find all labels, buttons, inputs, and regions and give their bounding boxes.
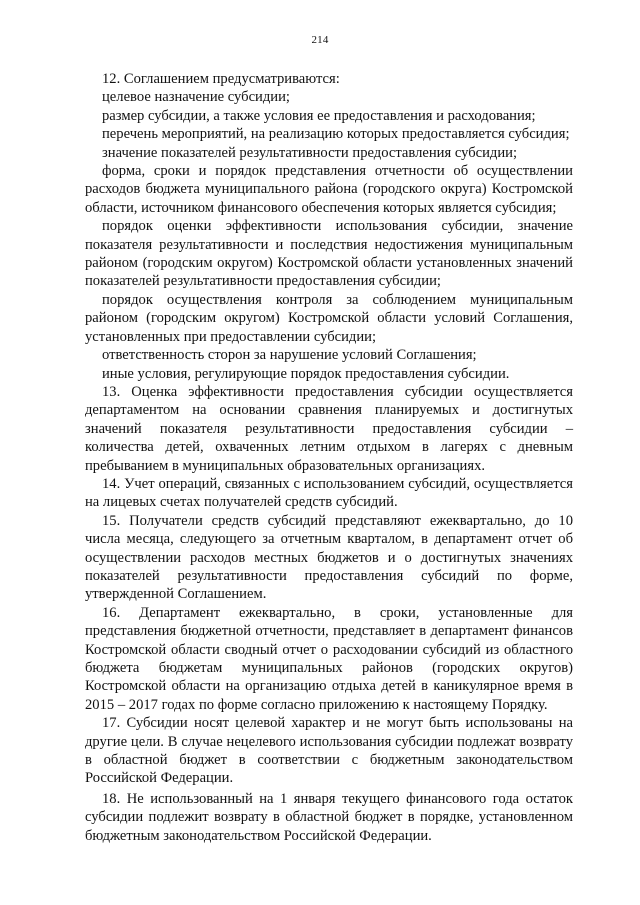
list-item-other-conditions: иные условия, регулирующие порядок предоставления субсидии. xyxy=(102,365,510,382)
list-item-responsibility: ответственность сторон за нарушение условий Соглашения; xyxy=(102,347,477,364)
list-item-activities: перечень мероприятий, на реализацию которых предоставляется субсидия; xyxy=(102,126,570,143)
list-item-control: порядок осуществления контроля за соблюдением муниципальным районом (городским округом) Костромской области условий Соглашения, установленных при предоставлении субсидии; xyxy=(85,291,573,345)
list-item-purpose: целевое назначение субсидии; xyxy=(102,89,290,106)
paragraph-13: 13. Оценка эффективности предоставления субсидии осуществляется департаментом на основании сравнения планируемых и достигнутых значений показателя результативности предоставления субсидии – количества детей, охваченных летним отдыхом в лагерях с дневным пребыванием в муниципальных образовательных организациях. xyxy=(85,383,573,474)
list-item-reporting: форма, сроки и порядок представления отчетности об осуществлении расходов бюджета муниципального района (городского округа) Костромской области, источником финансового обеспечения которых является субсидия; xyxy=(85,163,573,216)
list-item-amount: размер субсидии, а также условия ее предоставления и расходования; xyxy=(102,107,536,124)
paragraph-17: 17. Субсидии носят целевой характер и не могут быть использованы на другие цели. В случае нецелевого использования субсидии подлежат возврату в областной бюджет в соответствии с бюджетным законодательством Российской Федерации. xyxy=(85,715,573,787)
paragraph-18: 18. Не использованный на 1 января текущего финансового года остаток субсидии подлежит возврату в областной бюджет в порядке, установленном бюджетным законодательством Российской Федерации. xyxy=(85,790,573,844)
list-item-indicators: значение показателей результативности предоставления субсидии; xyxy=(102,144,518,161)
paragraph-15: 15. Получатели средств субсидий представляют ежеквартально, до 10 числа месяца, следующего за отчетным кварталом, в департамент отчет об осуществлении расходов местных бюджетов и о достигнутых значениях показателей результативности предоставления субсидий по форме, утвержденной Соглашением. xyxy=(85,512,573,603)
paragraph-14: 14. Учет операций, связанных с использованием субсидий, осуществляется на лицевых счетах получателей средств субсидий. xyxy=(85,475,573,511)
paragraph-12-heading: 12. Соглашением предусматриваются: xyxy=(102,71,340,87)
page-number: 214 xyxy=(311,34,329,46)
paragraph-16: 16. Департамент ежеквартально, в сроки, установленные для представления бюджетной отчетности, представляет в департамент финансов Костромской области сводный отчет о расходовании субсидий из областного бюджета бюджетам муниципальных районов (городских округов) Костромской области на организацию отдыха детей в каникулярное время в 2015 – 2017 годах по форме согласно приложению к настоящему Порядку. xyxy=(85,604,573,713)
list-item-evaluation: порядок оценки эффективности использования субсидии, значение показателя результативности и последствия недостижения муниципальным районом (городским округом) Костромской области установленных значений показателей результативности предоставления субсидии; xyxy=(85,218,573,290)
document-body xyxy=(85,70,573,845)
